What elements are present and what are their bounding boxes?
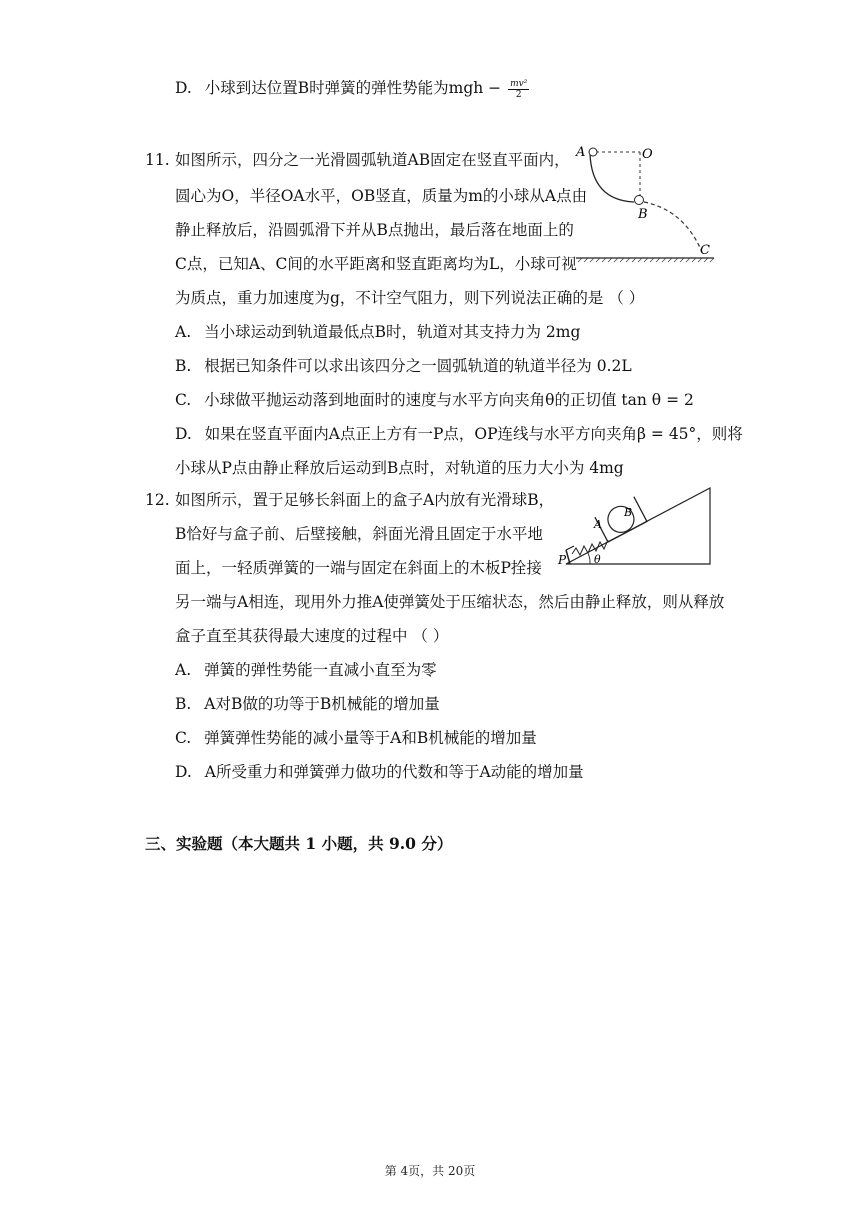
section-title: 三、实验题（本大题共 1 小题，共 9.0 分） — [145, 834, 453, 853]
spring — [572, 540, 608, 555]
option-label: C. — [175, 729, 192, 747]
q11-number: 11. — [145, 151, 170, 169]
page-footer: 第 4页，共 20页 — [384, 1164, 476, 1178]
q12-option-c — [175, 728, 537, 748]
option-label: D. — [175, 79, 192, 97]
fraction — [508, 79, 529, 100]
option-label: A. — [175, 323, 192, 341]
option-label: B. — [175, 695, 192, 713]
option-text: A对B做的功等于B机械能的增加量 — [204, 695, 440, 713]
option-label: B. — [175, 357, 192, 375]
q11-stem-line: 为质点，重力加速度为g，不计空气阻力，则下列说法正确的是 （ ） — [175, 289, 645, 307]
ball-at-b — [635, 196, 644, 205]
q11-stem-line: 圆心为O，半径OA水平，OB竖直，质量为m的小球从A点由 — [175, 187, 588, 205]
label-o: O — [642, 147, 653, 162]
q11-option-b — [175, 356, 632, 376]
q12-stem-line: 面上，一轻质弹簧的一端与固定在斜面上的木板P拴接 — [175, 559, 542, 577]
option-text: 小球做平抛运动落到地面时的速度与水平方向夹角θ的正切值 tan θ = 2 — [204, 391, 694, 409]
fraction-denominator: 2 — [515, 89, 522, 100]
option-label: D. — [175, 763, 192, 781]
label-a: A — [594, 518, 602, 531]
projectile-path — [644, 202, 702, 252]
option-text: 弹簧的弹性势能一直减小直至为零 — [204, 661, 437, 679]
q10-option-d — [175, 78, 529, 100]
q11-option-d-continued: 小球从P点由静止释放后运动到B点时，对轨道的压力大小为 4mg — [175, 459, 624, 477]
option-text: 当小球运动到轨道最低点B时，轨道对其支持力为 2mg — [204, 323, 581, 341]
option-label: D. — [175, 425, 192, 443]
q12-stem-line: 盒子直至其获得最大速度的过程中 （ ） — [175, 627, 449, 645]
q12-stem-line: 如图所示，置于足够长斜面上的盒子A内放有光滑球B， — [175, 491, 555, 509]
label-b: B — [624, 506, 633, 519]
q12-stem-line: 另一端与A相连，现用外力推A使弹簧处于压缩状态，然后由静止释放，则从释放 — [175, 593, 725, 611]
ball-b — [603, 502, 638, 537]
label-c: C — [700, 243, 710, 258]
option-text: A所受重力和弹簧弹力做功的代数和等于A动能的增加量 — [204, 763, 584, 781]
theta-arc — [588, 553, 590, 564]
fraction-numerator: mv² — [510, 78, 528, 89]
arc-track — [590, 154, 634, 202]
q12-stem-line: B恰好与盒子前、后壁接触，斜面光滑且固定于水平地 — [175, 525, 543, 543]
option-label: A. — [175, 661, 192, 679]
q12-option-b — [175, 694, 440, 714]
q12-number: 12. — [145, 491, 170, 509]
q11-figure — [572, 138, 720, 270]
q12-option-d — [175, 762, 584, 782]
ball-at-a — [589, 148, 597, 156]
label-p: P — [558, 553, 567, 567]
label-a: A — [576, 145, 586, 160]
q12-option-a — [175, 660, 437, 680]
q12-figure — [556, 484, 716, 570]
box-a — [595, 497, 647, 542]
q11-stem-line: 静止释放后，沿圆弧滑下并从B点抛出，最后落在地面上的 — [175, 221, 574, 239]
label-b: B — [638, 207, 648, 222]
board-p — [566, 550, 570, 564]
option-text: 根据已知条件可以求出该四分之一圆弧轨道的轨道半径为 0.2L — [204, 357, 632, 375]
q11-stem-line: 如图所示，四分之一光滑圆弧轨道AB固定在竖直平面内， — [175, 151, 570, 169]
option-label: C. — [175, 391, 192, 409]
q11-option-c — [175, 390, 694, 410]
option-text: 弹簧弹性势能的减小量等于A和B机械能的增加量 — [204, 729, 537, 747]
q11-option-a — [175, 322, 580, 342]
q11-option-d — [175, 424, 743, 444]
label-theta: θ — [594, 553, 601, 566]
option-text: 小球到达位置B时弹簧的弹性势能为mgh − — [204, 79, 507, 97]
option-text: 如果在竖直平面内A点正上方有一P点，OP连线与水平方向夹角β = 45°，则将 — [204, 425, 743, 443]
q11-stem-line: C点，已知A、C间的水平距离和竖直距离均为L，小球可视 — [175, 255, 577, 273]
